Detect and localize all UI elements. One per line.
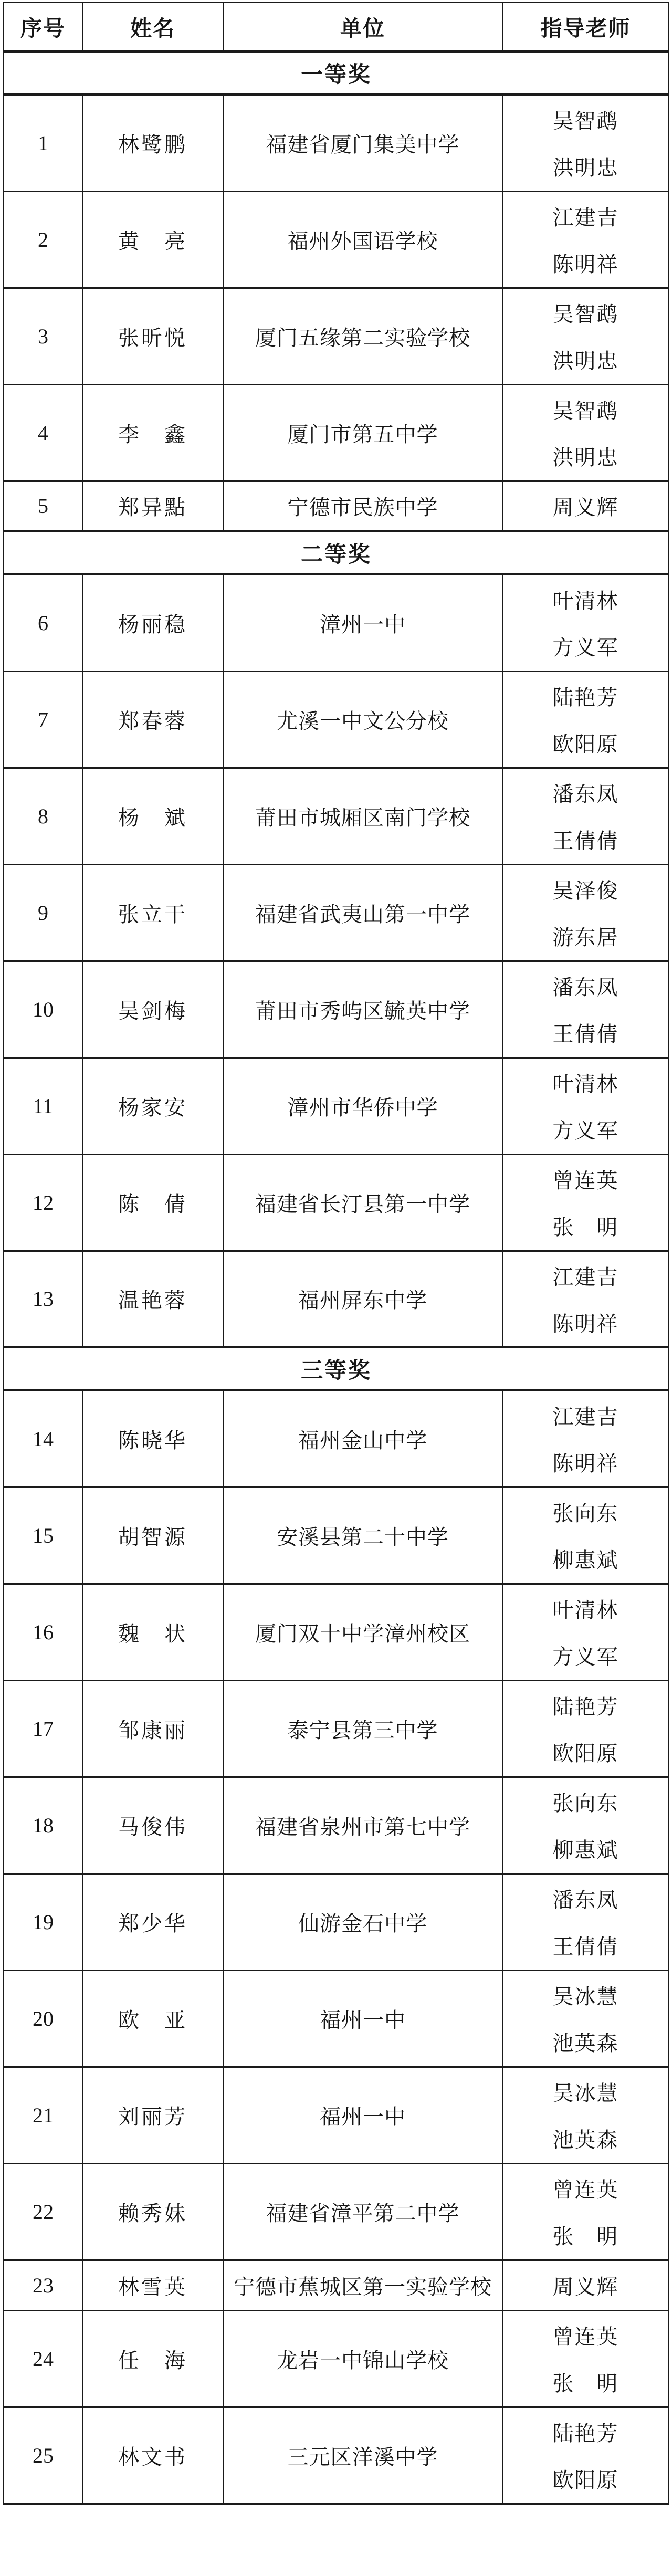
name-cell: 杨丽稳 [82,574,223,671]
index-cell: 14 [4,1390,82,1487]
index-cell: 22 [4,2163,82,2260]
teacher-name: 欧阳原 [552,732,619,756]
table-row [4,864,669,961]
table-row [4,384,669,481]
table-row [4,288,669,384]
teacher-name: 吴冰慧 [552,2081,619,2105]
teachers-list [503,1585,668,1679]
teachers-cell [502,1873,669,1970]
name-cell: 欧 亚 [82,1970,223,2067]
table-row [4,961,669,1057]
teacher-name: 池英森 [552,2128,619,2152]
teachers-cell [502,384,669,481]
col-header-index: 序号 [4,2,82,51]
teachers-list [503,2312,668,2405]
index-cell: 16 [4,1584,82,1680]
school-cell: 宁德市蕉城区第一实验学校 [223,2260,502,2310]
index-cell: 7 [4,671,82,768]
teachers-cell [502,1390,669,1487]
school-cell: 漳州市华侨中学 [223,1057,502,1154]
name-cell: 任 海 [82,2310,223,2407]
name-cell: 李 鑫 [82,384,223,481]
name-cell: 杨 斌 [82,768,223,864]
teacher-name: 王倩倩 [552,829,619,853]
teacher-name: 叶清林 [552,589,619,613]
table-row [4,481,669,531]
school-cell: 福州一中 [223,2067,502,2163]
name-cell: 杨家安 [82,1057,223,1154]
teachers-cell [502,288,669,384]
index-cell: 3 [4,288,82,384]
teachers-list [503,2261,668,2309]
name-cell: 郑春蓉 [82,671,223,768]
school-cell: 福建省泉州市第七中学 [223,1777,502,1873]
index-cell: 6 [4,574,82,671]
teacher-name: 王倩倩 [552,1935,619,1959]
teacher-name: 柳惠斌 [552,1548,619,1572]
table-row [4,2163,669,2260]
table-row [4,768,669,864]
index-cell: 2 [4,191,82,288]
school-cell: 安溪县第二十中学 [223,1487,502,1584]
award-table [3,2,669,2505]
school-cell: 宁德市民族中学 [223,481,502,531]
teacher-name: 叶清林 [552,1598,619,1622]
teacher-name: 江建吉 [552,1265,619,1289]
teachers-cell [502,1251,669,1347]
teacher-name: 吴智鹉 [552,302,619,326]
teachers-cell [502,1970,669,2067]
index-cell: 9 [4,864,82,961]
index-cell: 13 [4,1251,82,1347]
table-header-row [4,2,669,51]
table-row [4,1251,669,1347]
teachers-cell [502,2260,669,2310]
table-row [4,2260,669,2310]
index-cell: 11 [4,1057,82,1154]
index-cell: 18 [4,1777,82,1873]
teachers-cell [502,2407,669,2504]
teachers-cell [502,1777,669,1873]
teachers-cell [502,1584,669,1680]
name-cell: 林文书 [82,2407,223,2504]
teacher-name: 王倩倩 [552,1022,619,1046]
teachers-cell [502,481,669,531]
name-cell: 郑少华 [82,1873,223,1970]
school-cell: 莆田市秀屿区毓英中学 [223,961,502,1057]
section-row [4,531,669,574]
name-cell: 魏 状 [82,1584,223,1680]
teacher-name: 曾连英 [552,2325,619,2349]
index-cell: 5 [4,481,82,531]
school-cell: 仙游金石中学 [223,1873,502,1970]
name-cell: 温艳蓉 [82,1251,223,1347]
table-row [4,1057,669,1154]
teacher-name: 潘东凤 [552,782,619,806]
teachers-list [503,1972,668,2065]
name-cell: 赖秀妹 [82,2163,223,2260]
col-header-teachers: 指导老师 [502,2,669,51]
index-cell: 23 [4,2260,82,2310]
teachers-list [503,1489,668,1582]
teachers-list [503,1778,668,1872]
teachers-cell [502,1487,669,1584]
teacher-name: 陆艳芳 [552,2422,619,2445]
teacher-name: 江建吉 [552,1405,619,1429]
teachers-cell [502,95,669,191]
table-row [4,2407,669,2504]
school-cell: 漳州一中 [223,574,502,671]
name-cell: 林雪英 [82,2260,223,2310]
teachers-list [503,289,668,383]
index-cell: 12 [4,1154,82,1251]
teachers-list [503,1875,668,1968]
name-cell: 张立干 [82,864,223,961]
teachers-cell [502,671,669,768]
school-cell: 福州一中 [223,1970,502,2067]
teachers-list [503,769,668,863]
name-cell: 邹康丽 [82,1680,223,1777]
teacher-name: 吴智鹉 [552,109,619,133]
teacher-name: 陆艳芳 [552,1695,619,1719]
teachers-cell [502,2067,669,2163]
teacher-name: 潘东凤 [552,976,619,999]
teacher-name: 欧阳原 [552,1742,619,1765]
section-row [4,1347,669,1390]
index-cell: 19 [4,1873,82,1970]
teachers-cell [502,768,669,864]
section-label: 三等奖 [4,1347,669,1390]
table-row [4,1584,669,1680]
name-cell: 刘丽芳 [82,2067,223,2163]
school-cell: 三元区洋溪中学 [223,2407,502,2504]
teachers-list [503,1252,668,1346]
teachers-list [503,96,668,190]
school-cell: 福建省漳平第二中学 [223,2163,502,2260]
teacher-name: 吴泽俊 [552,879,619,903]
index-cell: 17 [4,1680,82,1777]
teachers-list [503,576,668,669]
index-cell: 24 [4,2310,82,2407]
teachers-list [503,2165,668,2258]
teachers-list [503,866,668,959]
teacher-name: 张向东 [552,1502,619,1525]
name-cell: 陈 倩 [82,1154,223,1251]
teacher-name: 江建吉 [552,206,619,229]
teacher-name: 张 明 [552,2372,619,2395]
name-cell: 郑异點 [82,481,223,531]
teacher-name: 叶清林 [552,1072,619,1096]
table-row [4,574,669,671]
name-cell: 胡智源 [82,1487,223,1584]
name-cell: 张昕悦 [82,288,223,384]
teachers-list [503,673,668,766]
section-row [4,51,669,95]
name-cell: 吴剑梅 [82,961,223,1057]
teachers-list [503,483,668,530]
index-cell: 20 [4,1970,82,2067]
school-cell: 龙岩一中锦山学校 [223,2310,502,2407]
teacher-name: 柳惠斌 [552,1838,619,1862]
teacher-name: 方义军 [552,636,619,660]
table-row [4,1970,669,2067]
name-cell: 黄 亮 [82,191,223,288]
col-header-school: 单位 [223,2,502,51]
teachers-cell [502,961,669,1057]
index-cell: 1 [4,95,82,191]
teacher-name: 欧阳原 [552,2468,619,2492]
teachers-list [503,1059,668,1153]
teacher-name: 游东居 [552,926,619,949]
table-row [4,2310,669,2407]
table-row [4,671,669,768]
teacher-name: 洪明忠 [552,349,619,373]
school-cell: 厦门市第五中学 [223,384,502,481]
index-cell: 8 [4,768,82,864]
teacher-name: 张向东 [552,1792,619,1815]
table-row [4,1487,669,1584]
teachers-list [503,1682,668,1775]
table-row [4,1154,669,1251]
table-row [4,1777,669,1873]
teachers-cell [502,1057,669,1154]
teacher-name: 曾连英 [552,2178,619,2202]
index-cell: 21 [4,2067,82,2163]
table-row [4,191,669,288]
teachers-cell [502,864,669,961]
teachers-list [503,1156,668,1249]
col-header-name: 姓名 [82,2,223,51]
teachers-list [503,962,668,1056]
table-row [4,1680,669,1777]
teacher-name: 方义军 [552,1119,619,1143]
teachers-cell [502,191,669,288]
teachers-list [503,1392,668,1485]
school-cell: 福建省厦门集美中学 [223,95,502,191]
teachers-cell [502,1680,669,1777]
section-label: 二等奖 [4,531,669,574]
teacher-name: 吴智鹉 [552,399,619,423]
table-row [4,1390,669,1487]
teachers-cell [502,574,669,671]
teachers-list [503,386,668,479]
table-body [4,51,669,2504]
teacher-name: 吴冰慧 [552,1985,619,2008]
table-row [4,1873,669,1970]
school-cell: 福州金山中学 [223,1390,502,1487]
teacher-name: 方义军 [552,1645,619,1669]
index-cell: 15 [4,1487,82,1584]
teacher-name: 周义辉 [552,496,619,520]
school-cell: 福建省武夷山第一中学 [223,864,502,961]
teacher-name: 潘东凤 [552,1888,619,1912]
school-cell: 厦门双十中学漳州校区 [223,1584,502,1680]
index-cell: 25 [4,2407,82,2504]
teachers-cell [502,1154,669,1251]
index-cell: 10 [4,961,82,1057]
school-cell: 厦门五缘第二实验学校 [223,288,502,384]
school-cell: 莆田市城厢区南门学校 [223,768,502,864]
school-cell: 尤溪一中文公分校 [223,671,502,768]
teacher-name: 陈明祥 [552,1312,619,1336]
teacher-name: 张 明 [552,1216,619,1239]
school-cell: 福建省长汀县第一中学 [223,1154,502,1251]
teachers-list [503,2409,668,2502]
teacher-name: 周义辉 [552,2275,619,2299]
name-cell: 陈晓华 [82,1390,223,1487]
teacher-name: 池英森 [552,2032,619,2055]
teacher-name: 陈明祥 [552,253,619,276]
name-cell: 马俊伟 [82,1777,223,1873]
teacher-name: 陈明祥 [552,1452,619,1476]
table-row [4,95,669,191]
teacher-name: 曾连英 [552,1169,619,1192]
teacher-name: 陆艳芳 [552,686,619,709]
teacher-name: 洪明忠 [552,446,619,469]
name-cell: 林鹭鹏 [82,95,223,191]
school-cell: 福州屏东中学 [223,1251,502,1347]
teachers-cell [502,2163,669,2260]
table-row [4,2067,669,2163]
teachers-cell [502,2310,669,2407]
teachers-list [503,193,668,286]
index-cell: 4 [4,384,82,481]
school-cell: 泰宁县第三中学 [223,1680,502,1777]
school-cell: 福州外国语学校 [223,191,502,288]
section-label: 一等奖 [4,51,669,95]
teachers-list [503,2068,668,2162]
teacher-name: 张 明 [552,2225,619,2248]
teacher-name: 洪明忠 [552,156,619,180]
